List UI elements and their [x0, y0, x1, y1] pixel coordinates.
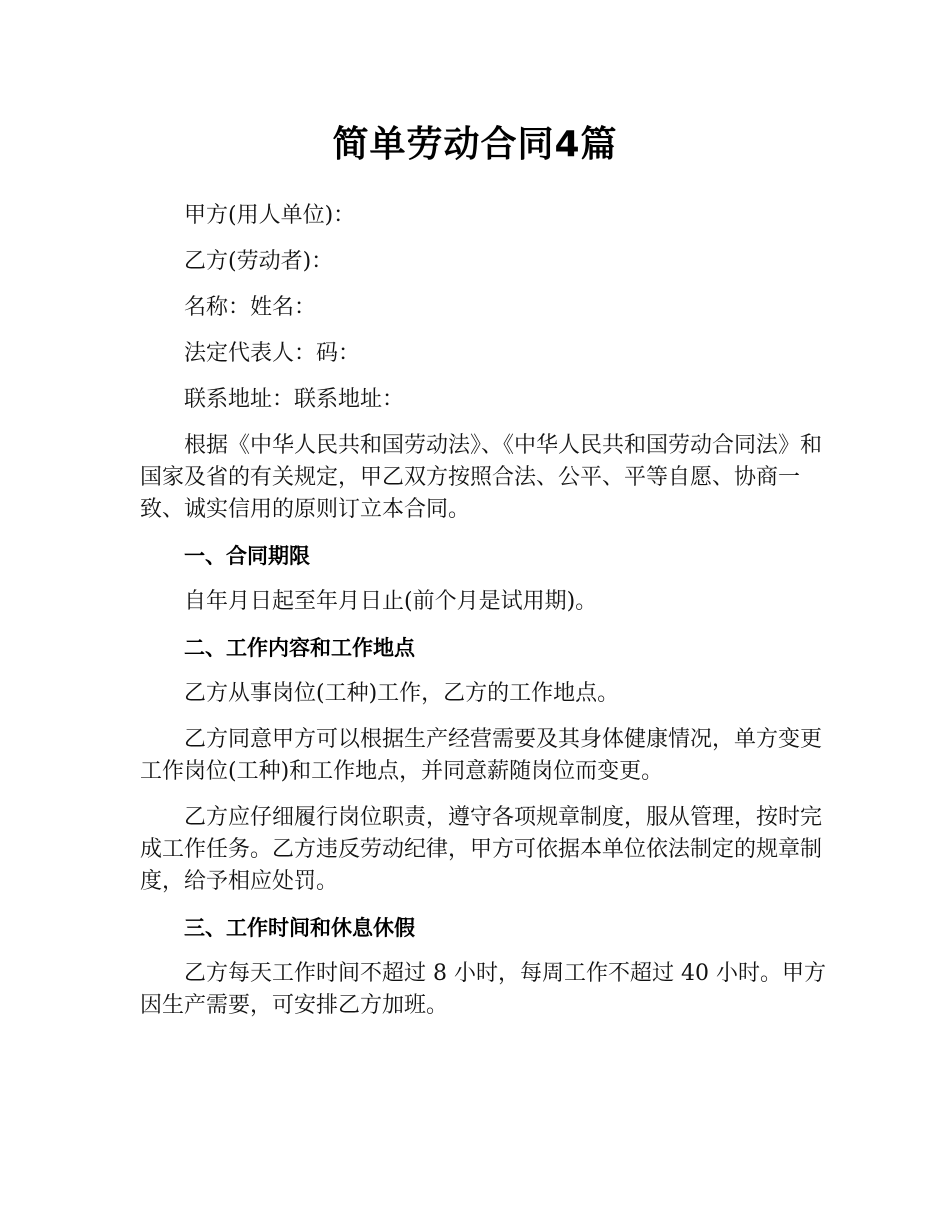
party-a-line: 甲方(用人单位)：	[184, 203, 356, 228]
section-2-paragraph-2: 乙方同意甲方可以根据生产经营需要及其身体健康情况，单方变更工作岗位(工种)和工作地点，并同意薪随岗位而变更。	[140, 727, 823, 784]
document-title: 简单劳动合同4篇	[332, 124, 618, 165]
document-body	[140, 200, 830, 1036]
section-2-heading: 二、工作内容和工作地点	[184, 636, 415, 660]
party-b-line: 乙方(劳动者)：	[184, 249, 334, 274]
legal-representative-line: 法定代表人：码：	[184, 341, 361, 366]
section-3-heading: 三、工作时间和休息休假	[184, 916, 415, 940]
address-line: 联系地址：联系地址：	[184, 387, 405, 412]
name-line: 名称：姓名：	[184, 295, 317, 320]
section-3-paragraph: 乙方每天工作时间不超过 8 小时，每周工作不超过 40 小时。甲方因生产需要，可安排乙方加班。	[140, 961, 826, 1018]
section-1-paragraph: 自年月日起至年月日止(前个月是试用期)。	[184, 589, 598, 614]
section-1-heading: 一、合同期限	[184, 544, 310, 568]
section-2-paragraph-3: 乙方应仔细履行岗位职责，遵守各项规章制度，服从管理，按时完成工作任务。乙方违反劳动纪律，甲方可依据本单位依法制定的规章制度，给予相应处罚。	[140, 805, 823, 894]
preamble-paragraph: 根据《中华人民共和国劳动法》、《中华人民共和国劳动合同法》和国家及省的有关规定，甲乙双方按照合法、公平、平等自愿、协商一致、诚实信用的原则订立本合同。	[140, 433, 823, 522]
section-2-paragraph-1: 乙方从事岗位(工种)工作，乙方的工作地点。	[184, 681, 620, 706]
